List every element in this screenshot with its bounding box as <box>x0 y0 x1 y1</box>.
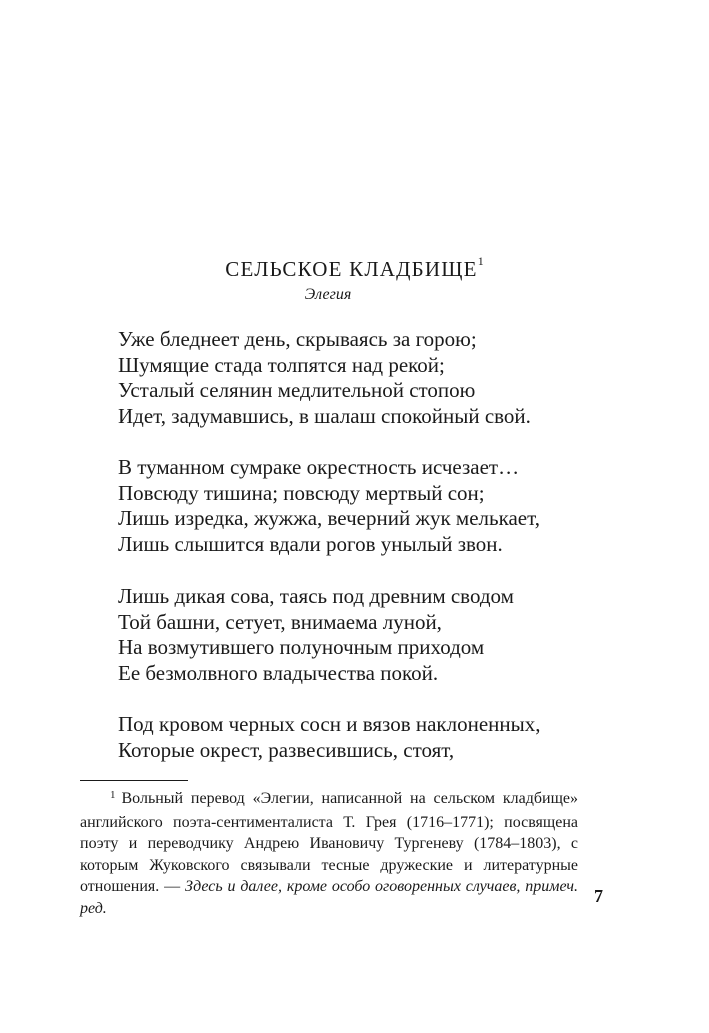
footnote-text: Вольный перевод «Элегии, написанной на сельском кладбище» английского поэта-сентименталиста Т. Грея (1716–1771); посвящена поэту и переводчику Андрею Ивановичу Тургеневу (1784–1803), с которым Жуковского связывали тесные дружеские и литературные отношения. — <box>80 790 578 896</box>
verse-line: Идет, задумавшись, в шалаш спокойный свой. <box>118 403 531 428</box>
footnote-divider <box>80 780 188 781</box>
footnote-marker: 1 <box>110 789 116 801</box>
verse-line: Усталый селянин медлительной стопою <box>118 378 476 402</box>
verse-line: Под кровом черных сосн и вязов наклоненных, <box>118 712 541 736</box>
verse-line: На возмутившего полуночным приходом <box>118 635 485 659</box>
footnote <box>80 788 578 920</box>
verse-line: Повсюду тишина; повсюду мертвый сон; <box>118 480 485 505</box>
page-number: 7 <box>594 886 603 906</box>
footnote-reference: 1 <box>477 254 484 268</box>
verse-line: Той башни, сетует, внимаема луной, <box>118 609 442 634</box>
stanza-2 <box>118 455 638 557</box>
stanza-4 <box>118 712 638 763</box>
verse-line: В туманном сумраке окрестность исчезает… <box>118 455 520 479</box>
poem-title <box>0 249 709 284</box>
verse-line: Ее безмолвного владычества покой. <box>118 660 439 685</box>
stanza-3 <box>118 584 638 686</box>
footnote-editor-note: Здесь и далее, кроме особо оговоренных случаев, примеч. ред. <box>80 878 578 917</box>
verse-line: Уже бледнеет день, скрываясь за горою; <box>118 327 477 351</box>
verse-line: Лишь дикая сова, таясь под древним сводом <box>118 584 514 608</box>
verse-line: Лишь слышится вдали рогов унылый звон. <box>118 531 503 556</box>
stanza-1 <box>118 327 638 429</box>
poem-title-text: СЕЛЬСКОЕ КЛАДБИЩЕ <box>225 257 478 281</box>
verse-line: Лишь изредка, жужжа, вечерний жук мелькает, <box>118 506 540 530</box>
verse-line: Которые окрест, развесившись, стоят, <box>118 737 455 762</box>
verse-line: Шумящие стада толпятся над рекой; <box>118 352 445 377</box>
poem-subtitle: Элегия <box>304 286 352 303</box>
